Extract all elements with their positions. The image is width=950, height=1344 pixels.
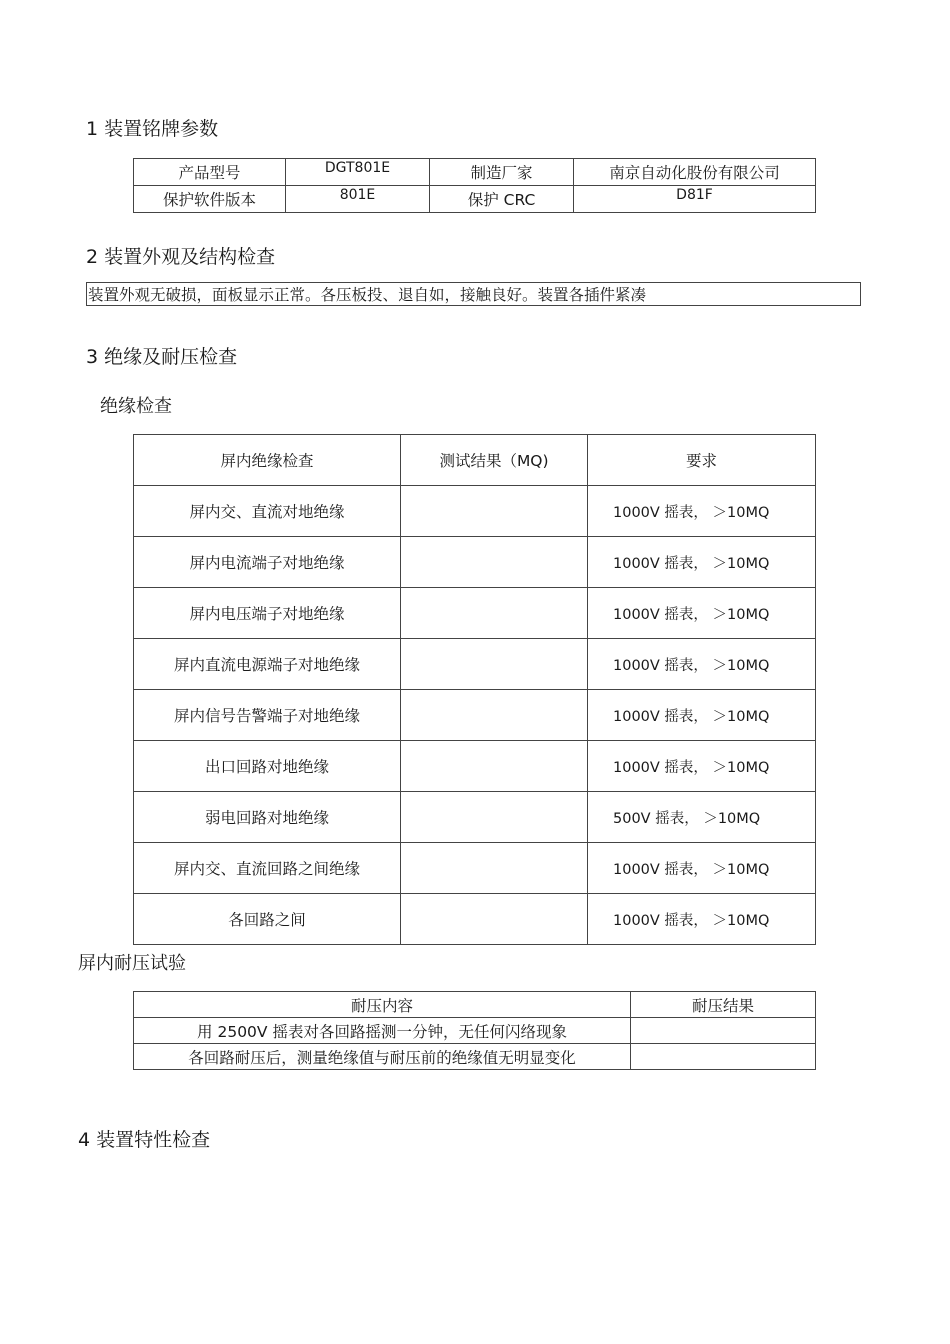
value-protection-crc: D81F — [574, 186, 816, 213]
insulation-result-cell[interactable] — [401, 588, 588, 639]
insulation-item: 屏内交、直流对地绝缘 — [134, 486, 401, 537]
table-row — [134, 486, 816, 537]
insulation-requirement: 500V 摇表， ＞10MQ — [588, 792, 816, 843]
insulation-table — [133, 434, 816, 945]
withstand-result-cell[interactable] — [631, 1044, 816, 1070]
table-header-row — [134, 992, 816, 1018]
table-row — [134, 537, 816, 588]
section-3-title: 3 绝缘及耐压检查 — [86, 346, 238, 368]
table-row — [134, 894, 816, 945]
insulation-item: 屏内电压端子对地绝缘 — [134, 588, 401, 639]
table-row — [134, 843, 816, 894]
insulation-item: 出口回路对地绝缘 — [134, 741, 401, 792]
insulation-result-cell[interactable] — [401, 639, 588, 690]
label-software-version: 保护软件版本 — [134, 186, 286, 213]
table-row — [134, 792, 816, 843]
insulation-requirement: 1000V 摇表， ＞10MQ — [588, 690, 816, 741]
value-product-model: DGT801E — [286, 159, 430, 186]
insulation-result-cell[interactable] — [401, 486, 588, 537]
table-header-row — [134, 435, 816, 486]
insulation-requirement: 1000V 摇表， ＞10MQ — [588, 843, 816, 894]
header-withstand-result: 耐压结果 — [631, 992, 816, 1018]
insulation-requirement: 1000V 摇表， ＞10MQ — [588, 537, 816, 588]
section-4-title: 4 装置特性检查 — [78, 1129, 211, 1151]
insulation-result-cell[interactable] — [401, 792, 588, 843]
insulation-item: 屏内交、直流回路之间绝缘 — [134, 843, 401, 894]
insulation-result-cell[interactable] — [401, 843, 588, 894]
insulation-requirement: 1000V 摇表， ＞10MQ — [588, 486, 816, 537]
nameplate-table — [133, 158, 816, 213]
withstand-table — [133, 991, 816, 1070]
withstand-subtitle: 屏内耐压试验 — [78, 953, 186, 974]
insulation-result-cell[interactable] — [401, 894, 588, 945]
withstand-content: 用 2500V 摇表对各回路摇测一分钟，无任何闪络现象 — [134, 1018, 631, 1044]
value-manufacturer: 南京自动化股份有限公司 — [574, 159, 816, 186]
withstand-content: 各回路耐压后，测量绝缘值与耐压前的绝缘值无明显变化 — [134, 1044, 631, 1070]
label-product-model: 产品型号 — [134, 159, 286, 186]
table-row — [134, 1018, 816, 1044]
insulation-requirement: 1000V 摇表， ＞10MQ — [588, 894, 816, 945]
appearance-result-box: 装置外观无破损，面板显示正常。各压板投、退自如，接触良好。装置各插件紧凑 — [86, 282, 861, 306]
insulation-item: 屏内电流端子对地绝缘 — [134, 537, 401, 588]
insulation-result-cell[interactable] — [401, 741, 588, 792]
table-row — [134, 741, 816, 792]
table-row — [134, 588, 816, 639]
insulation-item: 弱电回路对地绝缘 — [134, 792, 401, 843]
insulation-result-cell[interactable] — [401, 537, 588, 588]
withstand-result-cell[interactable] — [631, 1018, 816, 1044]
insulation-requirement: 1000V 摇表， ＞10MQ — [588, 588, 816, 639]
insulation-result-cell[interactable] — [401, 690, 588, 741]
section-1-title: 1 装置铭牌参数 — [86, 118, 219, 140]
table-row — [134, 639, 816, 690]
label-manufacturer: 制造厂家 — [430, 159, 574, 186]
insulation-requirement: 1000V 摇表， ＞10MQ — [588, 741, 816, 792]
table-row — [134, 186, 816, 213]
insulation-requirement: 1000V 摇表， ＞10MQ — [588, 639, 816, 690]
header-withstand-content: 耐压内容 — [134, 992, 631, 1018]
insulation-subtitle: 绝缘检查 — [100, 396, 172, 417]
value-software-version: 801E — [286, 186, 430, 213]
header-insulation-item: 屏内绝缘检查 — [134, 435, 401, 486]
table-row — [134, 690, 816, 741]
table-row — [134, 1044, 816, 1070]
table-row — [134, 159, 816, 186]
label-protection-crc: 保护 CRC — [430, 186, 574, 213]
header-requirement: 要求 — [588, 435, 816, 486]
insulation-item: 各回路之间 — [134, 894, 401, 945]
insulation-item: 屏内信号告警端子对地绝缘 — [134, 690, 401, 741]
section-2-title: 2 装置外观及结构检查 — [86, 246, 276, 268]
header-test-result: 测试结果（MQ) — [401, 435, 588, 486]
insulation-item: 屏内直流电源端子对地绝缘 — [134, 639, 401, 690]
